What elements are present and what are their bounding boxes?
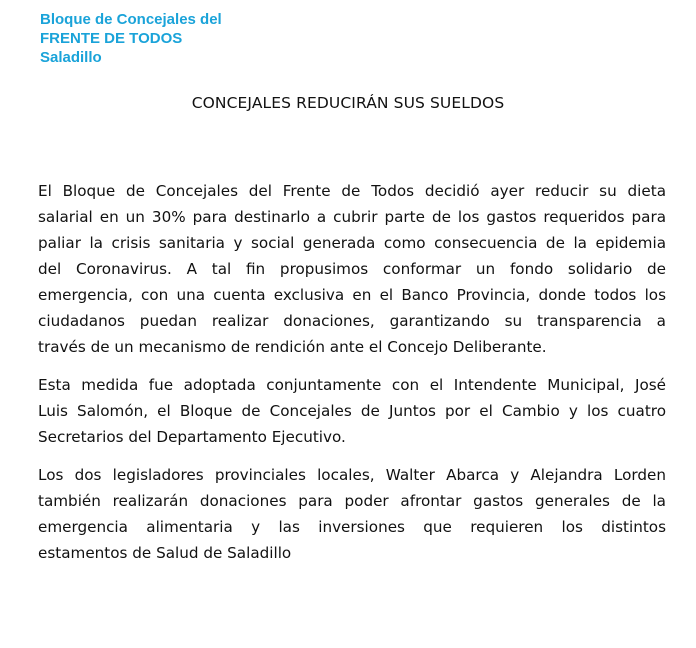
- header-line-2: FRENTE DE TODOS: [40, 30, 183, 47]
- header-line-3: Saladillo: [40, 49, 102, 66]
- paragraph-line: Luis Salomón, el Bloque de Concejales de Juntos por el Cambio y los cuatro: [38, 402, 666, 420]
- paragraph-3: [38, 462, 666, 566]
- paragraph-line: estamentos de Salud de Saladillo: [38, 544, 292, 562]
- paragraph-line: Secretarios del Departamento Ejecutivo.: [38, 428, 346, 446]
- paragraph-line: Esta medida fue adoptada conjuntamente con el Intendente Municipal, José: [38, 376, 666, 394]
- paragraph-line: salarial en un 30% para destinarlo a cubrir parte de los gastos requeridos para: [38, 208, 666, 226]
- paragraph-line: El Bloque de Concejales del Frente de Todos decidió ayer reducir su dieta: [38, 182, 666, 200]
- paragraph-line: ciudadanos puedan realizar donaciones, garantizando su transparencia a: [38, 312, 666, 330]
- paragraph-line: emergencia, con una cuenta exclusiva en el Banco Provincia, donde todos los: [38, 286, 666, 304]
- document-body: [38, 178, 666, 578]
- paragraph-line: también realizarán donaciones para poder afrontar gastos generales de la: [38, 492, 666, 510]
- paragraph-line: emergencia alimentaria y las inversiones que requieren los distintos: [38, 518, 666, 536]
- paragraph-1: [38, 178, 666, 360]
- paragraph-line: Los dos legisladores provinciales locales, Walter Abarca y Alejandra Lorden: [38, 466, 666, 484]
- organization-header: [40, 10, 222, 67]
- paragraph-line: del Coronavirus. A tal fin propusimos conformar un fondo solidario de: [38, 260, 666, 278]
- header-line-1: Bloque de Concejales del: [40, 11, 222, 28]
- paragraph-line: paliar la crisis sanitaria y social generada como consecuencia de la epidemia: [38, 234, 666, 252]
- document-title: CONCEJALES REDUCIRÁN SUS SUELDOS: [191, 94, 505, 112]
- paragraph-line: través de un mecanismo de rendición ante el Concejo Deliberante.: [38, 338, 547, 356]
- paragraph-2: [38, 372, 666, 450]
